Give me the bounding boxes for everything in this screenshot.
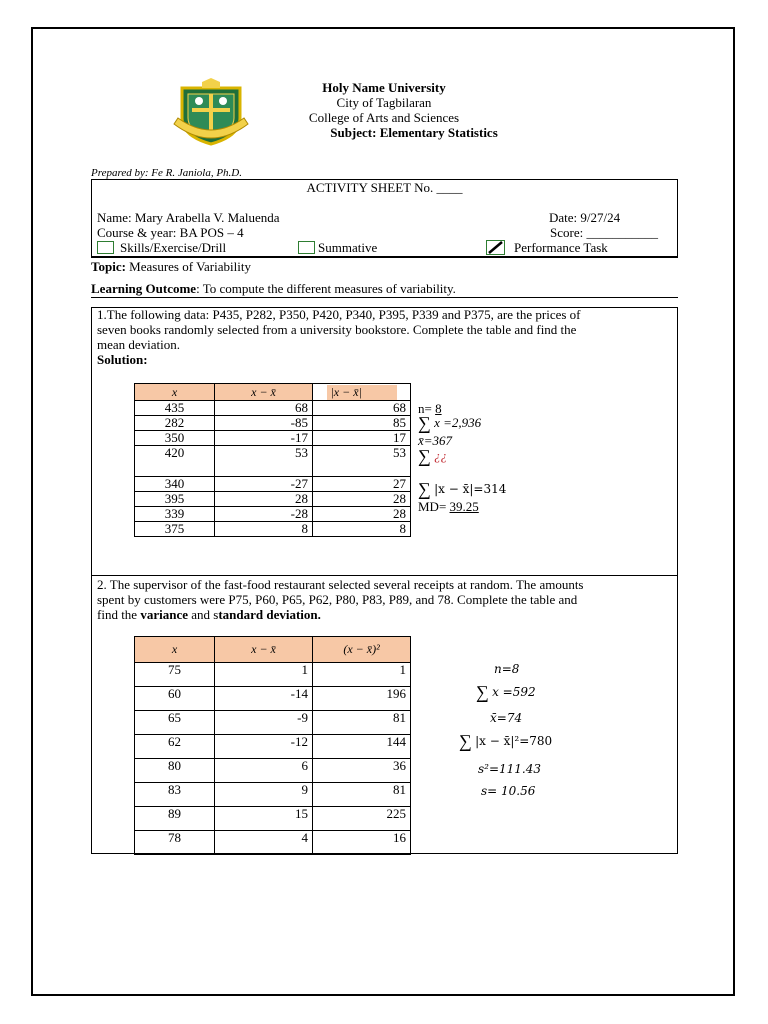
cell-abs-deviation: 81 (313, 711, 411, 735)
cell-deviation: 9 (215, 783, 313, 807)
mean-q1: x̄=367 (418, 433, 453, 448)
cell-deviation: 6 (215, 759, 313, 783)
cell-abs-deviation: 28 (313, 507, 411, 522)
cell-x: 395 (135, 492, 215, 507)
cell-deviation: 4 (215, 831, 313, 855)
header-squared-deviation: (x − x̄)² (313, 637, 411, 663)
variance-table (134, 636, 411, 855)
cell-x: 350 (135, 431, 215, 446)
subject-title: Subject: Elementary Statistics (330, 125, 498, 140)
table-row (135, 759, 411, 783)
score-field: Score: ___________ (550, 225, 658, 240)
solution-label: Solution: (97, 352, 148, 367)
cell-abs-deviation: 28 (313, 492, 411, 507)
q1-line-3: mean deviation. (97, 337, 181, 352)
standard-deviation-result: s= 10.56 (481, 784, 536, 798)
cell-deviation: 1 (215, 663, 313, 687)
n-value-q2: n=8 (494, 662, 520, 676)
cell-abs-deviation: 16 (313, 831, 411, 855)
header-deviation: x − x̄ (215, 637, 313, 663)
cell-x: 80 (135, 759, 215, 783)
divider (91, 297, 678, 298)
topic-label: Topic: (91, 259, 126, 274)
cell-abs-deviation: 17 (313, 431, 411, 446)
cell-x: 65 (135, 711, 215, 735)
learning-outcome-line (91, 281, 456, 297)
student-name: Name: Mary Arabella V. Maluenda (97, 210, 280, 225)
q1-line-1: 1.The following data: P435, P282, P350, P420, P340, P395, P339 and P375, are the prices of (97, 307, 581, 322)
sum-x-q1: ∑ x =2,936 (418, 413, 482, 433)
table-row (135, 431, 411, 446)
cell-x: 435 (135, 401, 215, 416)
sum-x-q2: ∑ x =592 (476, 682, 536, 702)
cell-deviation: -17 (215, 431, 313, 446)
n-value-q1: n= 8 (418, 401, 442, 416)
table-header-row (135, 637, 411, 663)
sum-red-placeholder: ∑ ¿¿ (418, 446, 448, 466)
cell-x: 62 (135, 735, 215, 759)
performance-task-checkbox-checked[interactable] (486, 240, 506, 256)
sum-abs-deviation-q1: ∑ |x − x̄|=314 (418, 479, 507, 499)
table-row (135, 522, 411, 537)
cell-abs-deviation: 1 (313, 663, 411, 687)
table-row (135, 477, 411, 492)
q2-line-2: spent by customers were P75, P60, P65, P62, P80, P83, P89, and 78. Complete the table and (97, 592, 578, 607)
cell-x: 340 (135, 477, 215, 492)
table-row (135, 663, 411, 687)
performance-task-label: Performance Task (514, 240, 608, 255)
cell-deviation: 53 (215, 446, 313, 477)
cell-x: 375 (135, 522, 215, 537)
cell-deviation: 15 (215, 807, 313, 831)
prepared-by: Prepared by: Fe R. Janiola, Ph.D. (91, 167, 243, 179)
header-abs-deviation: |x − x̄| (313, 384, 411, 401)
cell-deviation: -14 (215, 687, 313, 711)
q1-line-2: seven books randomly selected from a university bookstore. Complete the table and find the (97, 322, 577, 337)
table-row (135, 401, 411, 416)
cell-abs-deviation: 8 (313, 522, 411, 537)
cell-abs-deviation: 144 (313, 735, 411, 759)
summative-label: Summative (318, 240, 378, 255)
summative-checkbox[interactable] (298, 241, 315, 254)
cell-abs-deviation: 85 (313, 416, 411, 431)
university-name: Holy Name University (322, 80, 446, 95)
cell-deviation: 8 (215, 522, 313, 537)
cell-x: 339 (135, 507, 215, 522)
cell-deviation: 28 (215, 492, 313, 507)
cell-abs-deviation: 36 (313, 759, 411, 783)
city-name: City of Tagbilaran (336, 95, 432, 110)
question-2-text (97, 577, 584, 622)
cell-x: 78 (135, 831, 215, 855)
question-1-text (97, 307, 581, 367)
header-x: x (135, 384, 215, 401)
cell-x: 83 (135, 783, 215, 807)
cell-x: 75 (135, 663, 215, 687)
cell-abs-deviation: 53 (313, 446, 411, 477)
learning-outcome-label: Learning Outcome (91, 281, 197, 296)
header-deviation: x − x̄ (215, 384, 313, 401)
table-row (135, 735, 411, 759)
cell-deviation: -9 (215, 711, 313, 735)
q2-line-1: 2. The supervisor of the fast-food restaurant selected several receipts at random. The amounts (97, 577, 584, 592)
table-header-row (135, 384, 411, 401)
mean-q2: x̄=74 (490, 711, 523, 725)
cell-x: 89 (135, 807, 215, 831)
cell-abs-deviation: 68 (313, 401, 411, 416)
learning-outcome-value: : To compute the different measures of variability. (196, 281, 456, 296)
cell-deviation: -28 (215, 507, 313, 522)
cell-deviation: -12 (215, 735, 313, 759)
skills-label: Skills/Exercise/Drill (120, 240, 227, 255)
table-row (135, 492, 411, 507)
topic-line (91, 259, 251, 275)
table-row (135, 416, 411, 431)
table-row (135, 687, 411, 711)
skills-checkbox[interactable] (97, 241, 114, 254)
activity-sheet-title: ACTIVITY SHEET No. ____ (306, 180, 463, 195)
cell-x: 282 (135, 416, 215, 431)
cell-deviation: -85 (215, 416, 313, 431)
cell-x: 420 (135, 446, 215, 477)
mean-deviation-result: MD= 39.25 (418, 499, 479, 514)
table-row (135, 783, 411, 807)
sum-squared-deviation: ∑ |x − x̄|²=780 (459, 731, 553, 751)
table-row (135, 711, 411, 735)
table-row (135, 831, 411, 855)
cell-deviation: -27 (215, 477, 313, 492)
date-field: Date: 9/27/24 (549, 210, 621, 225)
cell-x: 60 (135, 687, 215, 711)
table-row (135, 807, 411, 831)
college-name: College of Arts and Sciences (308, 110, 460, 125)
cell-deviation: 68 (215, 401, 313, 416)
mean-deviation-table (134, 383, 411, 537)
variance-result: s²=111.43 (478, 762, 542, 776)
cell-abs-deviation: 27 (313, 477, 411, 492)
table-row (135, 446, 411, 477)
header-x: x (135, 637, 215, 663)
topic-value: Measures of Variability (129, 259, 251, 274)
cell-abs-deviation: 81 (313, 783, 411, 807)
course-year: Course & year: BA POS – 4 (97, 225, 244, 240)
q2-line-3: find the variance and standard deviation. (97, 607, 321, 622)
cell-abs-deviation: 225 (313, 807, 411, 831)
table-row (135, 507, 411, 522)
cell-abs-deviation: 196 (313, 687, 411, 711)
